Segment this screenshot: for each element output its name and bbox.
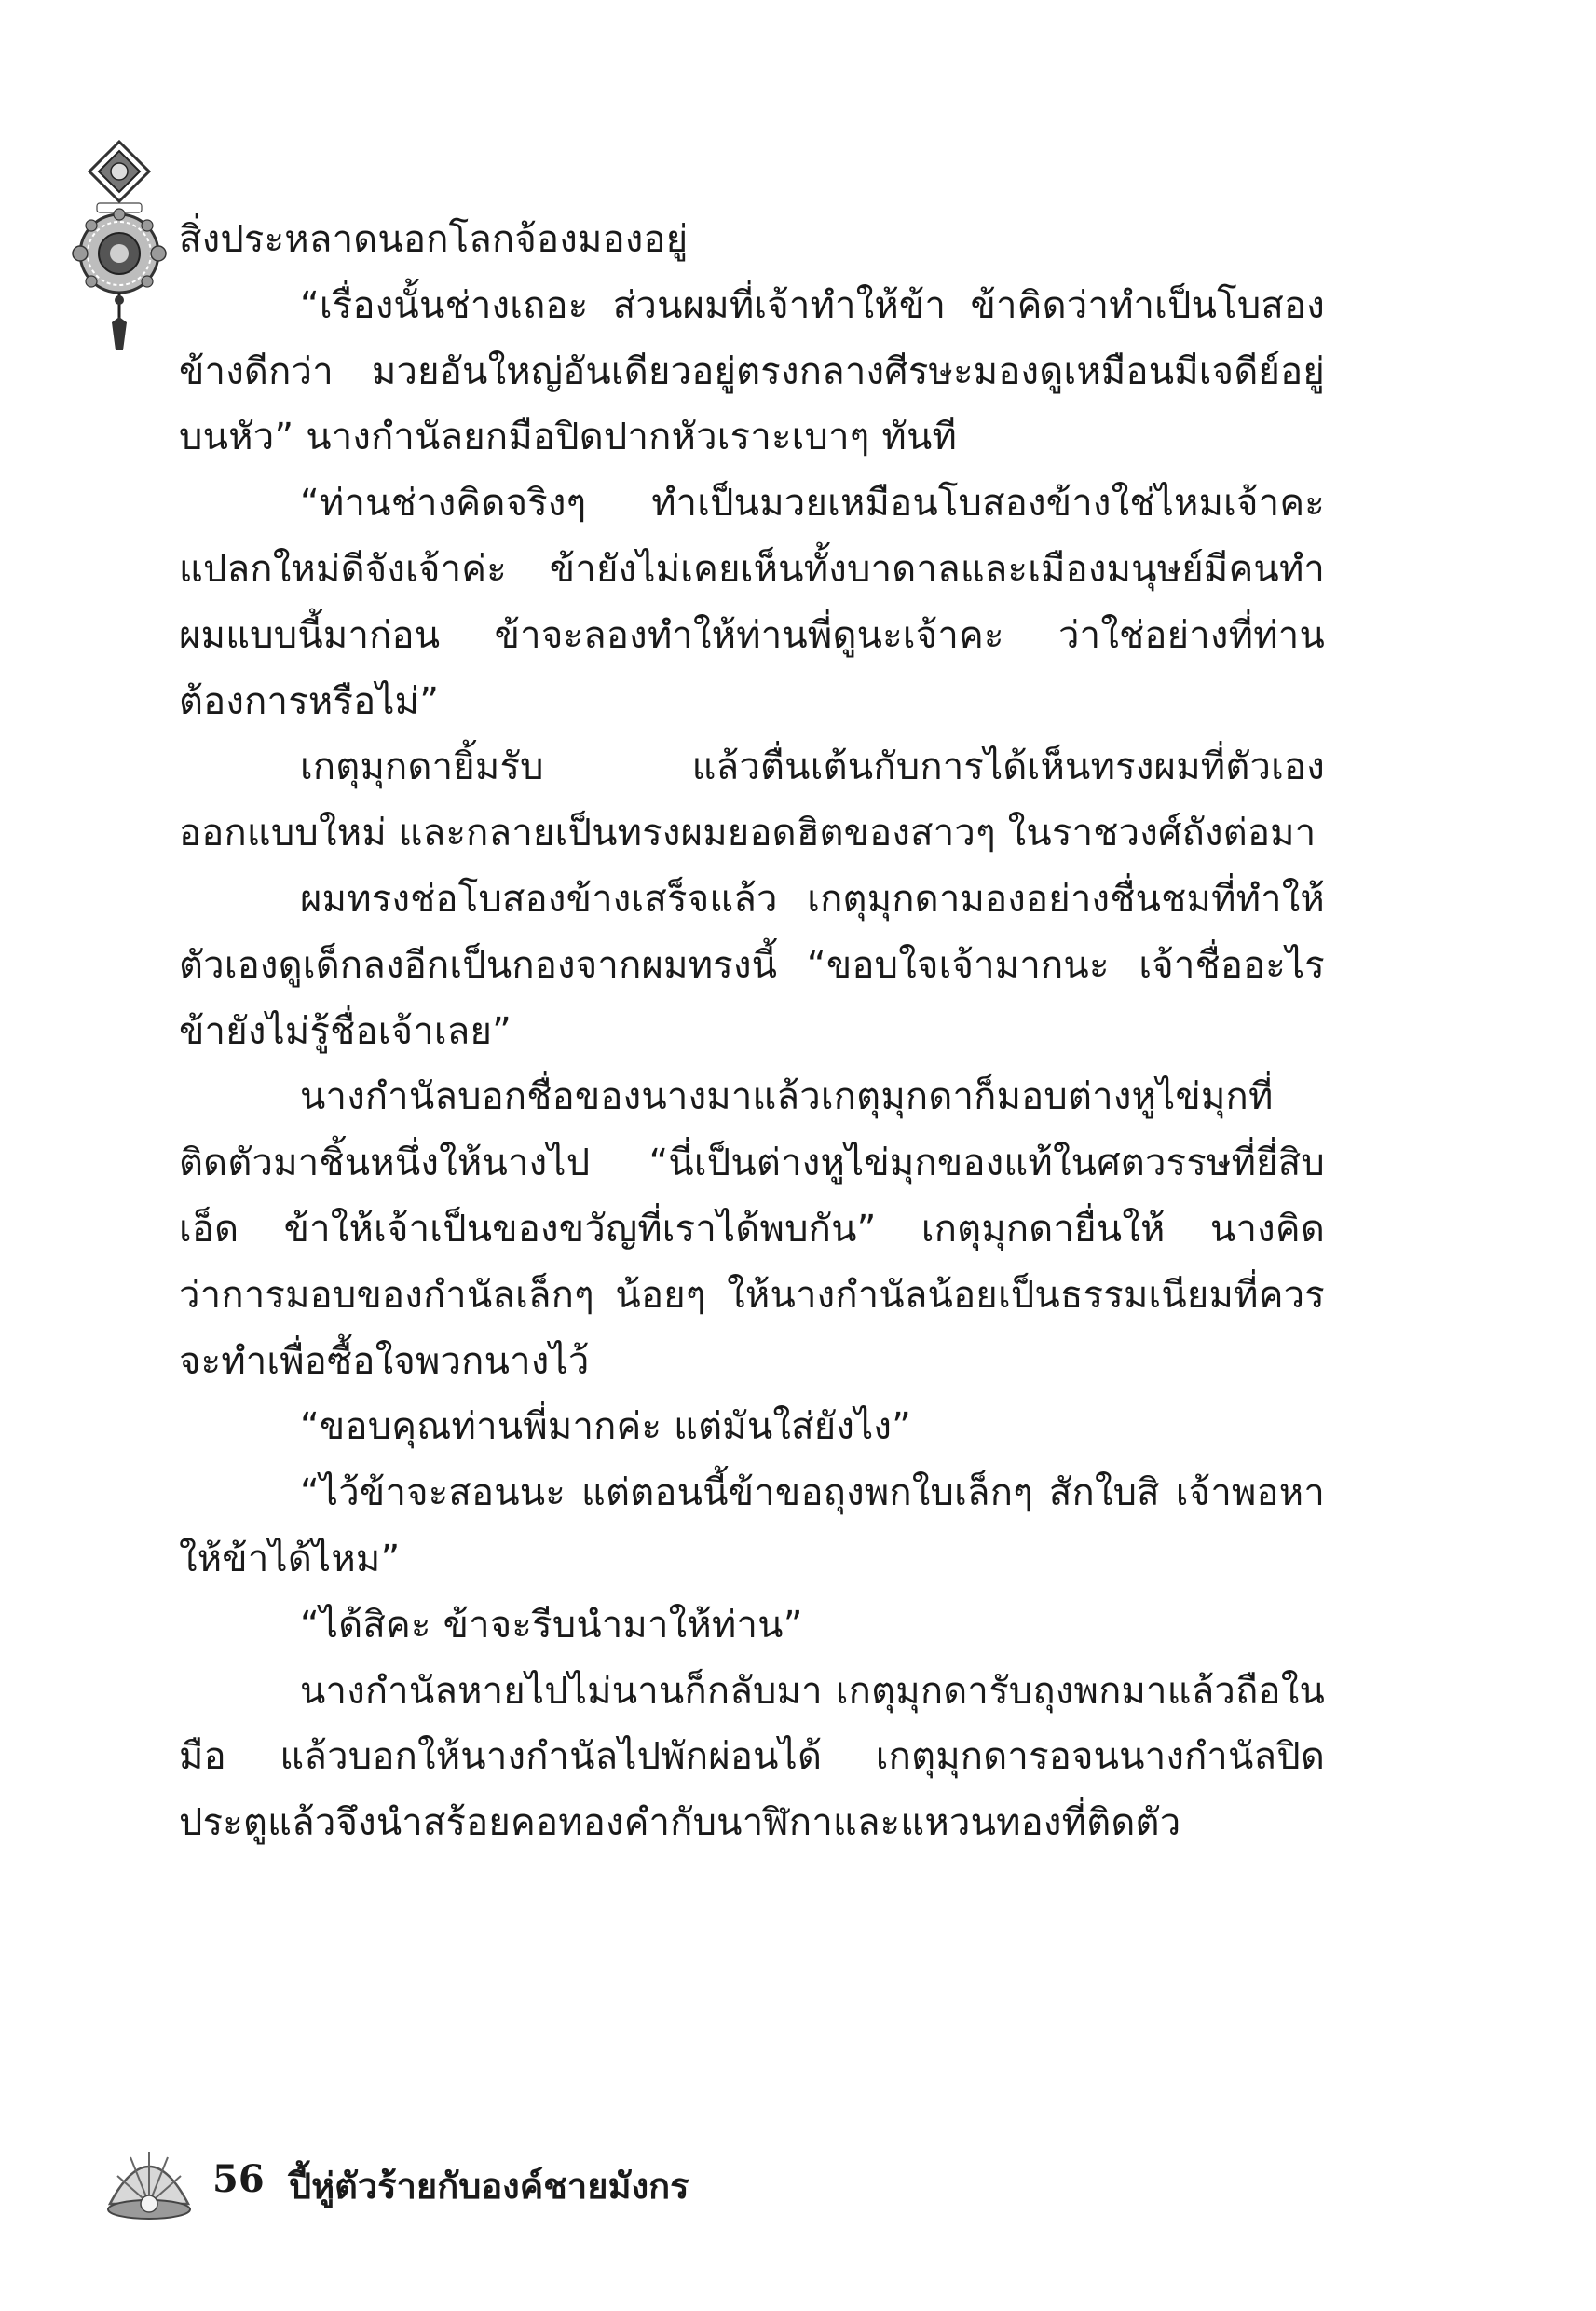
paragraph: “ไว้ข้าจะสอนนะ แต่ตอนนี้ข้าขอถุงพกใบเล็กๆ สักใบสิ เจ้าพอหาให้ข้าได้ไหม” (179, 1471, 1325, 1580)
lantern-ornament-icon (63, 140, 175, 354)
paragraph: นางกำนัลบอกชื่อของนางมาแล้วเกตุมุกดาก็มอบต่างหูไข่มุกที่ติดตัวมาชิ้นหนึ่งให้นางไป “นี่เป็นต่างหูไข่มุกของแท้ในศตวรรษที่ยี่สิบเอ็ด ข้าให้เจ้าเป็นของขวัญที่เราได้พบกัน” เกตุมุกดายื่นให้ นางคิดว่าการมอบของกำนัลเล็กๆ น้อยๆ ให้นางกำนัลน้อยเป็นธรรมเนียมที่ควรจะทำเพื่อซื้อใจพวกนางไว้ (179, 1075, 1325, 1383)
paragraph: เกตุมุกดายิ้มรับ แล้วตื่นเต้นกับการได้เห็นทรงผมที่ตัวเองออกแบบใหม่ และกลายเป็นทรงผมยอดฮิตของสาวๆ ในราชวงศ์ถังต่อมา (179, 745, 1325, 855)
page-number: 56 (212, 2157, 265, 2201)
page-footer (102, 2139, 941, 2222)
paragraph: นางกำนัลหายไปไม่นานก็กลับมา เกตุมุกดารับถุงพกมาแล้วถือในมือ แล้วบอกให้นางกำนัลไปพักผ่อนได้ เกตุมุกดารอจนนางกำนัลปิดประตูแล้วจึงนำสร้อยคอทองคำกับนาฬิกาและแหวนทองที่ติดตัว (179, 1669, 1325, 1845)
pearl-shell-icon (102, 2139, 196, 2222)
paragraph: “ขอบคุณท่านพี่มากค่ะ แต่มันใส่ยังไง” (300, 1405, 912, 1449)
paragraph: “ท่านช่างคิดจริงๆ ทำเป็นมวยเหมือนโบสองข้างใช่ไหมเจ้าคะ แปลกใหม่ดีจังเจ้าค่ะ ข้ายังไม่เคยเห็นทั้งบาดาลและเมืองมนุษย์มีคนทำผมแบบนี้มาก่อน ข้าจะลองทำให้ท่านพี่ดูนะเจ้าคะ ว่าใช่อย่างที่ท่านต้องการหรือไม่” (179, 482, 1325, 723)
book-title: ปี้หู่ตัวร้ายกับองค์ชายมังกร (289, 2165, 689, 2207)
paragraph: ผมทรงช่อโบสองข้างเสร็จแล้ว เกตุมุกดามองอย่างชื่นชมที่ทำให้ตัวเองดูเด็กลงอีกเป็นกองจากผมทรงนี้ “ขอบใจเจ้ามากนะ เจ้าชื่ออะไรข้ายังไม่รู้ชื่อเจ้าเลย” (179, 877, 1325, 1053)
paragraph: “เรื่องนั้นช่างเถอะ ส่วนผมที่เจ้าทำให้ข้า ข้าคิดว่าทำเป็นโบสองข้างดีกว่า มวยอันใหญ่อันเดียวอยู่ตรงกลางศีรษะมองดูเหมือนมีเจดีย์อยู่บนหัว” นางกำนัลยกมือปิดปากหัวเราะเบาๆ ทันที (179, 283, 1325, 459)
paragraph: สิ่งประหลาดนอกโลกจ้องมองอยู่ (179, 218, 689, 261)
body-text (179, 207, 1325, 1856)
paragraph: “ได้สิคะ ข้าจะรีบนำมาให้ท่าน” (300, 1603, 803, 1647)
